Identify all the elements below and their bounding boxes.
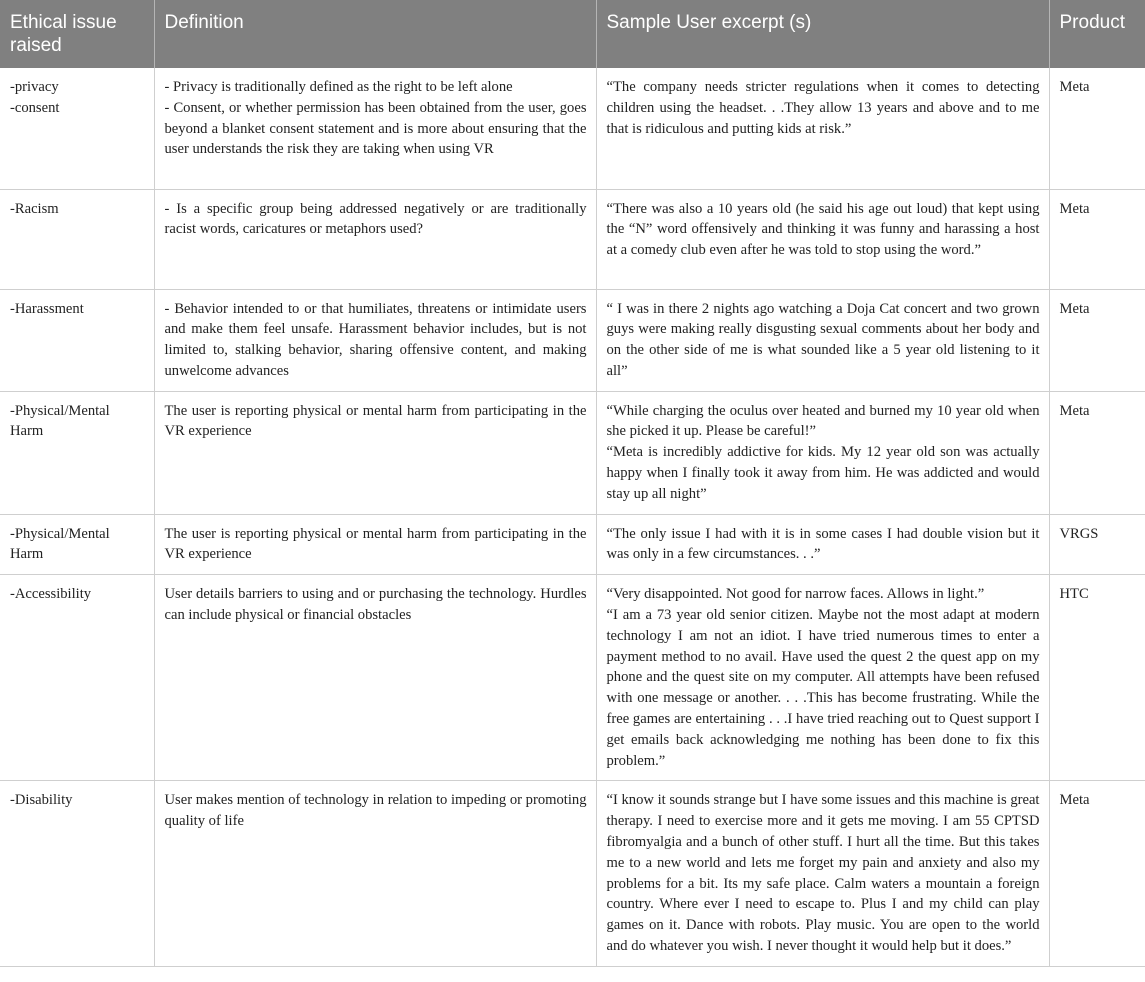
excerpt-cell xyxy=(596,68,1049,189)
header-issue: Ethical issue raised xyxy=(0,0,154,68)
excerpt-line: “I am a 73 year old senior citizen. Maybe not the most adapt at modern technology I am not an idiot. I have tried numerous times to enter a payment method to no avail. Have used the quest 2 the quest app on my phone and the quest site on my computer. All attempts have been refused with one message or another. . . .This has become frustrating. While the free games are entertaining . . .I have tried reaching out to Quest support I get emails back acknowledging me nothing has been done to fix this problem.” xyxy=(606,607,1040,769)
product-cell: Meta xyxy=(1049,289,1145,391)
header-product: Product xyxy=(1049,0,1145,68)
excerpt-cell xyxy=(596,391,1049,514)
excerpt-line: “The only issue I had with it is in some cases I had double vision but it was only in a few circumstances. . .” xyxy=(606,525,1040,563)
definition-line: User makes mention of technology in relation to impeding or promoting quality of life xyxy=(164,792,587,830)
table-row xyxy=(0,289,1145,391)
definition-cell xyxy=(154,575,596,781)
definition-line: The user is reporting physical or mental harm from participating in the VR experience xyxy=(164,525,587,563)
table-row xyxy=(0,68,1145,189)
table-row xyxy=(0,514,1145,575)
definition-line: - Behavior intended to or that humiliates, threatens or intimidate users and make them feel unsafe. Harassment behavior includes, but is not limited to, stalking behavior, sharing offensive content, and making unwelcome advances xyxy=(164,300,587,379)
issue-cell xyxy=(0,391,154,514)
table-row xyxy=(0,391,1145,514)
excerpt-cell xyxy=(596,781,1049,966)
issue-cell xyxy=(0,781,154,966)
table-row xyxy=(0,575,1145,781)
table-body xyxy=(0,68,1145,966)
excerpt-line: “ I was in there 2 nights ago watching a Doja Cat concert and two grown guys were making really disgusting sexual comments about her body and on the other side of me is what sounded like a 5 year old listening to it all” xyxy=(606,300,1040,379)
product-cell: Meta xyxy=(1049,391,1145,514)
product-cell: Meta xyxy=(1049,68,1145,189)
definition-cell xyxy=(154,68,596,189)
definition-cell xyxy=(154,289,596,391)
issue-cell xyxy=(0,575,154,781)
definition-cell xyxy=(154,189,596,289)
product-cell: Meta xyxy=(1049,189,1145,289)
issue-line: -Disability xyxy=(10,792,73,809)
definition-line: - Privacy is traditionally defined as the right to be left alone xyxy=(164,79,513,95)
definition-line: - Is a specific group being addressed negatively or are traditionally racist words, caricatures or metaphors used? xyxy=(164,200,587,238)
issue-line: -privacy xyxy=(10,79,59,95)
definition-cell xyxy=(154,514,596,575)
definition-line: - Consent, or whether permission has been obtained from the user, goes beyond a blanket consent statement and is more about ensuring that the user understands the risk they are taking when using VR xyxy=(164,99,587,158)
definition-line: The user is reporting physical or mental harm from participating in the VR experience xyxy=(164,402,587,440)
issue-line: -Accessibility xyxy=(10,586,92,603)
product-cell: HTC xyxy=(1049,575,1145,781)
product-cell: Meta xyxy=(1049,781,1145,966)
excerpt-cell xyxy=(596,189,1049,289)
excerpt-cell xyxy=(596,289,1049,391)
issue-cell xyxy=(0,189,154,289)
issue-line: -Physical/Mental Harm xyxy=(10,525,110,563)
issue-line: -Harassment xyxy=(10,300,84,317)
table-row xyxy=(0,189,1145,289)
excerpt-line: “While charging the oculus over heated and burned my 10 year old when she picked it up. Please be careful!” xyxy=(606,402,1040,440)
excerpt-line: “The company needs stricter regulations when it comes to detecting children using the headset. . .They allow 13 years and above and to me that is ridiculous and putting kids at risk.” xyxy=(606,79,1040,137)
definition-cell xyxy=(154,781,596,966)
issue-cell xyxy=(0,68,154,189)
excerpt-cell xyxy=(596,514,1049,575)
table-row xyxy=(0,781,1145,966)
definition-cell xyxy=(154,391,596,514)
header-excerpt: Sample User excerpt (s) xyxy=(596,0,1049,68)
header-row xyxy=(0,0,1145,68)
excerpt-line: “I know it sounds strange but I have some issues and this machine is great therapy. I need to exercise more and it gets me moving. I am 55 CPTSD fibromyalgia and a bunch of other stuff. I hurt all the time. But this takes me to a new world and lets me forget my pain and anxiety and also my problems for a bit. Its my safe place. Calm waters a mountain a foreign country. Where ever I need to escape to. Plus I and my child can play games on it. Dance with robots. Play music. You are open to the world and do whatever you wish. I never thought it would help but it does.” xyxy=(606,792,1040,955)
issue-cell xyxy=(0,514,154,575)
issue-cell xyxy=(0,289,154,391)
issue-line: -consent xyxy=(10,99,60,116)
header-definition: Definition xyxy=(154,0,596,68)
excerpt-line: “Very disappointed. Not good for narrow faces. Allows in light.” xyxy=(606,586,985,603)
definition-line: User details barriers to using and or purchasing the technology. Hurdles can include physical or financial obstacles xyxy=(164,586,587,624)
excerpt-cell xyxy=(596,575,1049,781)
issue-line: -Racism xyxy=(10,200,59,217)
product-cell: VRGS xyxy=(1049,514,1145,575)
table-header xyxy=(0,0,1145,68)
issue-line: -Physical/Mental Harm xyxy=(10,402,110,440)
excerpt-line: “There was also a 10 years old (he said his age out loud) that kept using the “N” word offensively and thinking it was funny and harassing a host at a comedy club even after he was told to stop using the word.” xyxy=(606,200,1040,259)
excerpt-line: “Meta is incredibly addictive for kids. My 12 year old son was actually happy when I finally took it away from him. He was addicted and would stay up all night” xyxy=(606,444,1040,502)
